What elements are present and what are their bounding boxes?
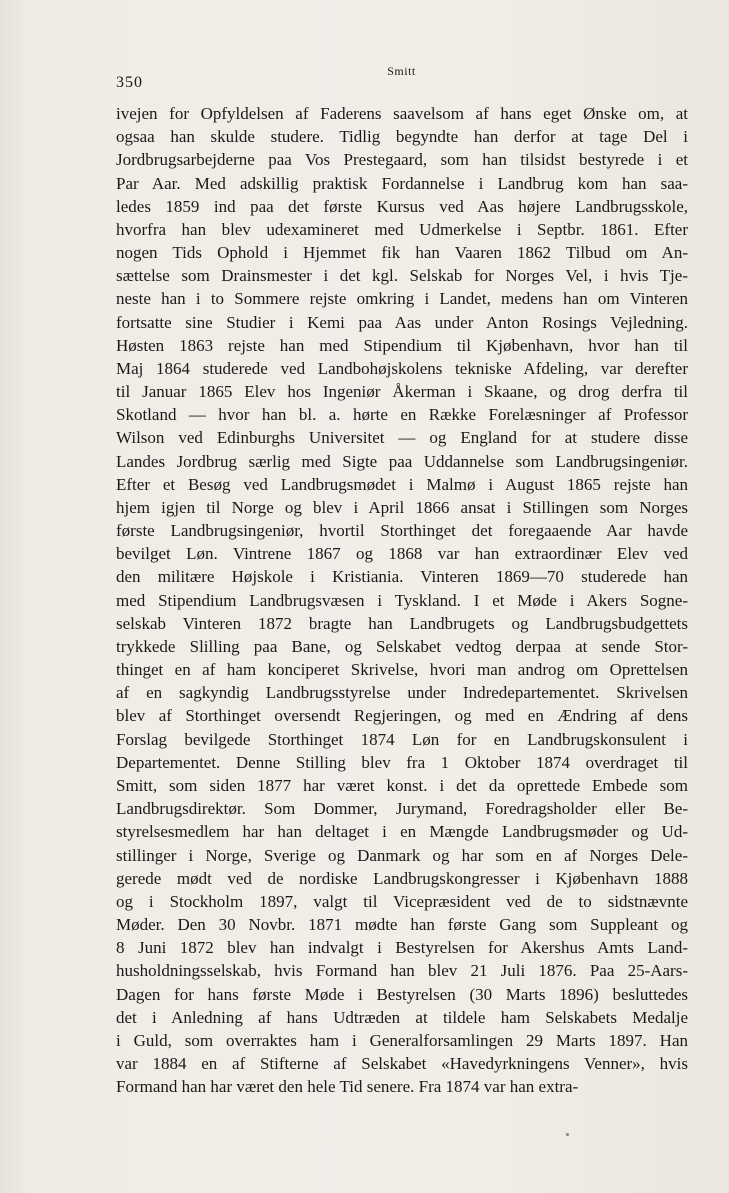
text-line: styrelsesmedlem har han deltaget i en Mængde Landbrugsmøder og Ud- bbox=[116, 822, 688, 842]
text-line: første Landbrugsingeniør, hvortil Storthinget det foregaaende Aar havde bbox=[116, 521, 688, 541]
text-line: Jordbrugsarbejderne paa Vos Prestegaard, som han tilsidst bestyrede i et bbox=[116, 150, 688, 170]
text-line: Dagen for hans første Møde i Bestyrelsen (30 Marts 1896) besluttedes bbox=[116, 984, 688, 1004]
text-line: hvorfra han blev udexamineret med Udmerkelse i Septbr. 1861. Efter bbox=[116, 219, 688, 239]
text-line: af en sagkyndig Landbrugsstyrelse under Indredepartementet. Skrivelsen bbox=[116, 683, 688, 703]
text-line: fortsatte sine Studier i Kemi paa Aas under Anton Rosings Vejledning. bbox=[116, 312, 688, 332]
page-header bbox=[116, 64, 687, 91]
running-head: Smitt bbox=[387, 64, 416, 78]
text-line: nogen Tids Ophold i Hjemmet fik han Vaaren 1862 Tilbud om An- bbox=[116, 243, 688, 263]
text-line: gerede mødt ved de nordiske Landbrugskongresser i Kjøbenhavn 1888 bbox=[116, 868, 688, 888]
text-line: hjem igjen til Norge og blev i April 1866 ansat i Stillingen som Norges bbox=[116, 497, 688, 517]
text-line: bevilget Løn. Vintrene 1867 og 1868 var han extraordinær Elev ved bbox=[116, 544, 688, 564]
text-line: var 1884 en af Stifterne af Selskabet «Havedyrkningens Venner», hvis bbox=[116, 1054, 688, 1074]
text-line: ivejen for Opfyldelsen af Faderens saavelsom af hans eget Ønske om, at bbox=[116, 104, 688, 123]
text-line: Skotland — hvor han bl. a. hørte en Række Forelæsninger af Professor bbox=[116, 405, 688, 425]
text-line: det i Anledning af hans Udtræden at tildele ham Selskabets Medalje bbox=[116, 1007, 688, 1027]
text-line: Par Aar. Med adskillig praktisk Fordannelse i Landbrug kom han saa- bbox=[116, 173, 688, 193]
text-line: i Guld, som overraktes ham i Generalforsamlingen 29 Marts 1897. Han bbox=[116, 1030, 688, 1050]
text-line: 8 Juni 1872 blev han indvalgt i Bestyrelsen for Akershus Amts Land- bbox=[116, 938, 688, 958]
text-line: stillinger i Norge, Sverige og Danmark og har som en af Norges Dele- bbox=[116, 845, 688, 865]
text-line: sættelse som Drainsmester i det kgl. Selskab for Norges Vel, i hvis Tje- bbox=[116, 266, 688, 286]
text-line: ogsaa han skulde studere. Tidlig begyndte han derfor at tage Del i bbox=[116, 127, 688, 147]
page-number: 350 bbox=[116, 74, 143, 91]
text-line: Møder. Den 30 Novbr. 1871 mødte han første Gang som Suppleant og bbox=[116, 915, 688, 935]
text-line: med Stipendium Landbrugsvæsen i Tyskland. I et Møde i Akers Sogne- bbox=[116, 590, 688, 610]
text-line: trykkede Slilling paa Bane, og Selskabet vedtog derpaa at sende Stor- bbox=[116, 636, 688, 656]
text-line: Efter et Besøg ved Landbrugsmødet i Malmø i August 1865 rejste han bbox=[116, 474, 688, 494]
text-line: den militære Højskole i Kristiania. Vinteren 1869—70 studerede han bbox=[116, 567, 688, 587]
paper-speck bbox=[566, 1133, 569, 1136]
text-line: neste han i to Sommere rejste omkring i Landet, medens han om Vinteren bbox=[116, 289, 688, 309]
text-line: blev af Storthinget oversendt Regjeringen, og med en Ændring af dens bbox=[116, 706, 688, 726]
text-line: ledes 1859 ind paa det første Kursus ved Aas højere Landbrugsskole, bbox=[116, 196, 688, 216]
text-line: thinget en af ham konciperet Skrivelse, hvori man androg om Oprettelsen bbox=[116, 660, 688, 680]
text-line: Formand han har været den hele Tid senere. Fra 1874 var han extra- bbox=[116, 1077, 579, 1097]
text-line: Høsten 1863 rejste han med Stipendium til Kjøbenhavn, hvor han til bbox=[116, 335, 688, 355]
text-line: Wilson ved Edinburghs Universitet — og England for at studere disse bbox=[116, 428, 688, 448]
text-line: Landbrugsdirektør. Som Dommer, Jurymand, Foredragsholder eller Be- bbox=[116, 799, 688, 819]
text-line: Maj 1864 studerede ved Landbohøjskolens tekniske Afdeling, var derefter bbox=[116, 358, 688, 378]
text-line: og i Stockholm 1897, valgt til Vicepræsident ved de to sidstnævnte bbox=[116, 891, 688, 911]
text-line: selskab Vinteren 1872 bragte han Landbrugets og Landbrugsbudgettets bbox=[116, 613, 688, 633]
text-line: husholdningsselskab, hvis Formand han blev 21 Juli 1876. Paa 25-Aars- bbox=[116, 961, 688, 981]
text-line: Forslag bevilgede Storthinget 1874 Løn for en Landbrugskonsulent i bbox=[116, 729, 688, 749]
text-line: Smitt, som siden 1877 har været konst. i det da oprettede Embede som bbox=[116, 775, 688, 795]
body-text bbox=[116, 102, 688, 1098]
text-line: Landes Jordbrug særlig med Sigte paa Uddannelse som Landbrugsingeniør. bbox=[116, 451, 688, 471]
text-line: Departementet. Denne Stilling blev fra 1 Oktober 1874 overdraget til bbox=[116, 752, 688, 772]
text-line: til Januar 1865 Elev hos Ingeniør Åkerman i Skaane, og drog derfra til bbox=[116, 382, 688, 402]
